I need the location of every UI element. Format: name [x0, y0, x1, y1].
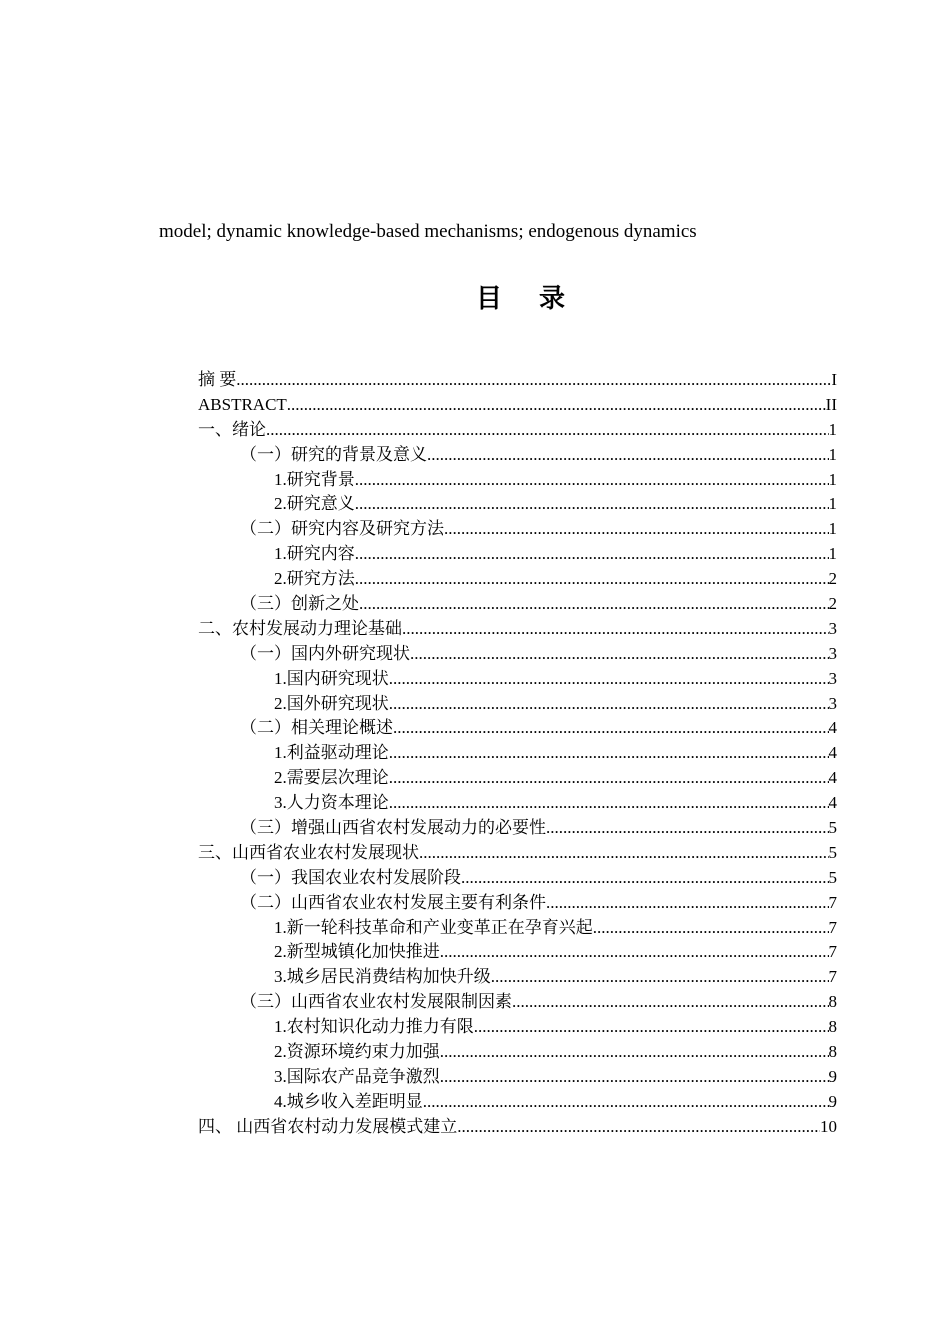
- toc-entry[interactable]: [198, 965, 837, 990]
- toc-entry-page-number: 7: [828, 892, 837, 912]
- toc-entry-page-number: 3: [828, 693, 837, 713]
- toc-entry-page-number: 3: [828, 618, 837, 638]
- toc-entry-label: 1.农村知识化动力推力有限: [274, 1017, 474, 1037]
- toc-entry[interactable]: [198, 940, 837, 965]
- toc-entry-label: 3.人力资本理论: [274, 793, 389, 813]
- toc-entry[interactable]: [198, 916, 837, 941]
- toc-entry[interactable]: [198, 766, 837, 791]
- toc-entry-label: （三）山西省农业农村发展限制因素: [240, 992, 512, 1012]
- toc-entry-label: 1.新一轮科技革命和产业变革正在孕育兴起: [274, 917, 593, 937]
- toc-entry-label: 2.研究意义: [274, 494, 355, 514]
- toc-dot-leader: [423, 1090, 829, 1115]
- toc-entry[interactable]: [198, 891, 837, 916]
- toc-entry-page-number: 8: [828, 992, 837, 1012]
- toc-entry[interactable]: [198, 517, 837, 542]
- toc-entry[interactable]: [198, 1040, 837, 1065]
- toc-entry[interactable]: [198, 741, 837, 766]
- toc-entry-label: （三）创新之处: [240, 594, 359, 614]
- toc-entry-label: （一）我国农业农村发展阶段: [240, 867, 461, 887]
- toc-entry-label: （二）研究内容及研究方法: [240, 519, 444, 539]
- toc-dot-leader: [512, 990, 829, 1015]
- toc-entry-label: 1.研究背景: [274, 469, 355, 489]
- toc-entry[interactable]: [198, 866, 837, 891]
- toc-entry-page-number: I: [831, 370, 837, 389]
- toc-entry-page-number: 2: [828, 594, 837, 614]
- toc-dot-leader: [444, 517, 829, 542]
- toc-entry-page-number: 1: [828, 494, 837, 514]
- toc-dot-leader: [355, 492, 829, 517]
- toc-entry[interactable]: [198, 393, 837, 418]
- toc-entry-label: 二、农村发展动力理论基础: [198, 618, 402, 638]
- toc-entry-label: 四、 山西省农村动力发展模式建立: [198, 1116, 458, 1136]
- toc-entry-page-number: 7: [828, 942, 837, 962]
- toc-entry-label: （二）山西省农业农村发展主要有利条件: [240, 892, 546, 912]
- toc-entry[interactable]: [198, 468, 837, 493]
- toc-entry-page-number: 4: [828, 743, 837, 763]
- toc-dot-leader: [402, 617, 829, 642]
- toc-entry[interactable]: [198, 617, 837, 642]
- toc-entry-label: （三）增强山西省农村发展动力的必要性: [240, 818, 546, 838]
- abstract-keywords-continuation: model; dynamic knowledge-based mechanisms; endogenous dynamics: [159, 221, 697, 242]
- toc-entry-page-number: 5: [828, 818, 837, 838]
- toc-entry-label: ABSTRACT: [198, 394, 287, 414]
- toc-entry[interactable]: [198, 542, 837, 567]
- toc-dot-leader: [491, 965, 829, 990]
- toc-entry-page-number: 3: [828, 668, 837, 688]
- toc-entry-page-number: 2: [828, 569, 837, 589]
- toc-entry-page-number: 10: [820, 1116, 837, 1136]
- toc-dot-leader: [440, 1065, 829, 1090]
- toc-entry-page-number: 7: [828, 967, 837, 987]
- toc-dot-leader: [427, 443, 829, 468]
- toc-entry-label: 一、绪论: [198, 419, 266, 439]
- toc-dot-leader: [355, 468, 829, 493]
- toc-entry[interactable]: [198, 592, 837, 617]
- toc-entry-page-number: 9: [828, 1091, 837, 1111]
- toc-entry-page-number: II: [825, 394, 837, 414]
- toc-entry-page-number: 4: [828, 768, 837, 788]
- toc-entry-label: 摘 要: [198, 370, 237, 389]
- toc-entry-label: （一）国内外研究现状: [240, 643, 410, 663]
- toc-entry[interactable]: [198, 816, 837, 841]
- toc-dot-leader: [419, 841, 829, 866]
- toc-entry-label: 三、山西省农业农村发展现状: [198, 842, 419, 862]
- toc-entry-label: 3.国际农产品竞争激烈: [274, 1066, 440, 1086]
- toc-entry-label: （二）相关理论概述: [240, 718, 393, 738]
- toc-entry-label: 3.城乡居民消费结构加快升级: [274, 967, 491, 987]
- toc-entry-page-number: 1: [828, 544, 837, 564]
- toc-dot-leader: [355, 542, 829, 567]
- toc-entry-page-number: 7: [828, 917, 837, 937]
- toc-dot-leader: [236, 368, 831, 393]
- toc-entry[interactable]: [198, 1065, 837, 1090]
- toc-entry-label: 2.新型城镇化加快推进: [274, 942, 440, 962]
- toc-entry[interactable]: [198, 492, 837, 517]
- toc-dot-leader: [593, 916, 829, 941]
- toc-entry[interactable]: [198, 368, 837, 393]
- toc-dot-leader: [457, 1115, 820, 1140]
- toc-entry[interactable]: [198, 1115, 837, 1140]
- toc-entry[interactable]: [198, 1090, 837, 1115]
- toc-entry-label: （一）研究的背景及意义: [240, 444, 427, 464]
- toc-entry[interactable]: [198, 841, 837, 866]
- toc-entry[interactable]: [198, 1015, 837, 1040]
- toc-dot-leader: [389, 692, 829, 717]
- toc-dot-leader: [393, 716, 829, 741]
- toc-entry[interactable]: [198, 716, 837, 741]
- toc-entry-label: 2.资源环境约束力加强: [274, 1042, 440, 1062]
- toc-entry-page-number: 3: [828, 643, 837, 663]
- toc-dot-leader: [355, 567, 829, 592]
- toc-entry-page-number: 8: [828, 1042, 837, 1062]
- toc-entry[interactable]: [198, 642, 837, 667]
- toc-dot-leader: [546, 891, 829, 916]
- toc-entry-label: 1.国内研究现状: [274, 668, 389, 688]
- toc-entry-page-number: 8: [828, 1017, 837, 1037]
- toc-entry[interactable]: [198, 443, 837, 468]
- toc-entry-page-number: 5: [828, 842, 837, 862]
- toc-entry[interactable]: [198, 791, 837, 816]
- toc-dot-leader: [461, 866, 829, 891]
- toc-dot-leader: [389, 766, 829, 791]
- toc-entry-page-number: 4: [828, 718, 837, 738]
- toc-entry[interactable]: [198, 567, 837, 592]
- toc-entry[interactable]: [198, 667, 837, 692]
- toc-entry-label: 4.城乡收入差距明显: [274, 1091, 423, 1111]
- toc-entry-page-number: 1: [828, 444, 837, 464]
- toc-dot-leader: [546, 816, 829, 841]
- toc-entry-label: 2.研究方法: [274, 569, 355, 589]
- toc-entry[interactable]: [198, 418, 837, 443]
- toc-dot-leader: [440, 1040, 829, 1065]
- toc-entry[interactable]: [198, 990, 837, 1015]
- toc-entry-page-number: 4: [828, 793, 837, 813]
- toc-entry-page-number: 1: [828, 519, 837, 539]
- toc-dot-leader: [287, 393, 826, 418]
- toc-dot-leader: [474, 1015, 829, 1040]
- toc-entry-label: 2.需要层次理论: [274, 768, 389, 788]
- toc-dot-leader: [266, 418, 829, 443]
- table-of-contents: [198, 368, 837, 1140]
- toc-title: 目 录: [475, 284, 580, 314]
- toc-dot-leader: [440, 940, 829, 965]
- toc-entry-page-number: 1: [828, 469, 837, 489]
- toc-dot-leader: [389, 791, 829, 816]
- toc-entry-page-number: 1: [828, 419, 837, 439]
- toc-entry[interactable]: [198, 692, 837, 717]
- toc-dot-leader: [359, 592, 829, 617]
- toc-entry-page-number: 5: [828, 867, 837, 887]
- toc-dot-leader: [389, 667, 829, 692]
- toc-dot-leader: [410, 642, 829, 667]
- toc-dot-leader: [389, 741, 829, 766]
- toc-entry-label: 1.研究内容: [274, 544, 355, 564]
- toc-entry-label: 1.利益驱动理论: [274, 743, 389, 763]
- toc-entry-label: 2.国外研究现状: [274, 693, 389, 713]
- toc-entry-page-number: 9: [828, 1066, 837, 1086]
